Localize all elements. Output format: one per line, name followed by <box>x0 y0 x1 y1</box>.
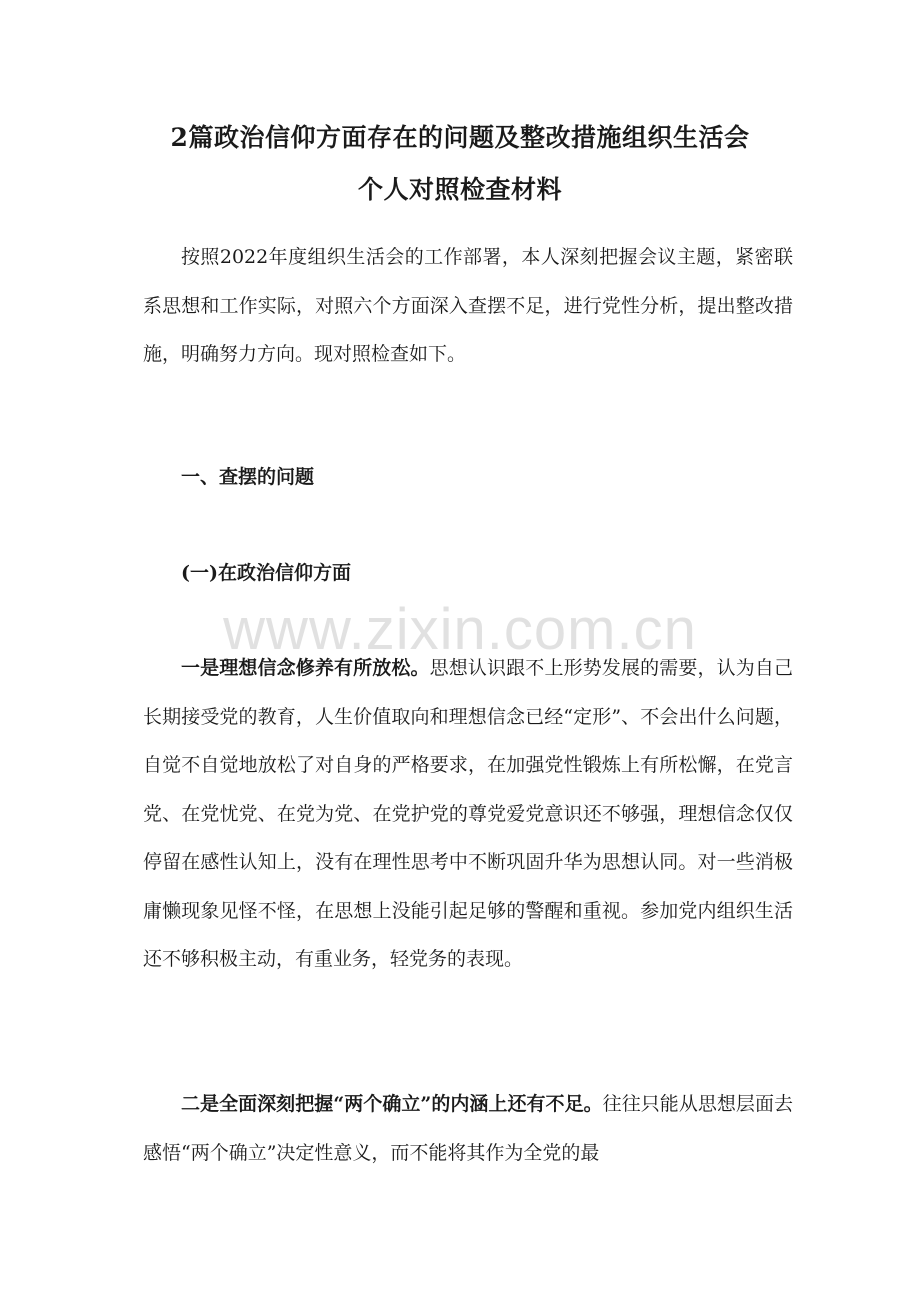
subsection-heading-political-belief: (一)在政治信仰方面 <box>181 562 351 584</box>
watermark-text: www.zixin.com.cn <box>223 597 697 662</box>
point-1-lead: 一是理想信念修养有所放松。 <box>181 657 430 679</box>
intro-paragraph: 按照2022年度组织生活会的工作部署，本人深刻把握会议主题，紧密联系思想和工作实际，对照六个方面深入查摆不足，进行党性分析，提出整改措施，明确努力方向。现对照检查如下。 <box>143 246 793 365</box>
section-heading-problems: 一、查摆的问题 <box>181 466 315 488</box>
point-2-paragraph <box>143 1080 793 1177</box>
point-1-paragraph <box>143 644 793 984</box>
document-title-line-2: 个人对照检查材料 <box>357 175 562 204</box>
point-1-body: 思想认识跟不上形势发展的需要，认为自己长期接受党的教育，人生价值取向和理想信念已经“定形”、不会出什么问题，自觉不自觉地放松了对自身的严格要求，在加强党性锻炼上有所松懈，在党言党、在党忧党、在党为党、在党护党的尊党爱党意识还不够强，理想信念仅仅停留在感性认知上，没有在理性思考中不断巩固升华为思想认同。对一些消极庸懒现象见怪不怪，在思想上没能引起足够的警醒和重视。参加党内组织生活还不够积极主动，有重业务，轻党务的表现。 <box>143 657 793 970</box>
point-2-lead: 二是全面深刻把握“两个确立”的内涵上还有不足。 <box>181 1093 603 1115</box>
document-title-line-1: 2篇政治信仰方面存在的问题及整改措施组织生活会 <box>170 123 750 152</box>
point-2-body: 往往只能从思想层面去感悟“两个确立”决定性意义，而不能将其作为全党的最 <box>143 1093 793 1164</box>
